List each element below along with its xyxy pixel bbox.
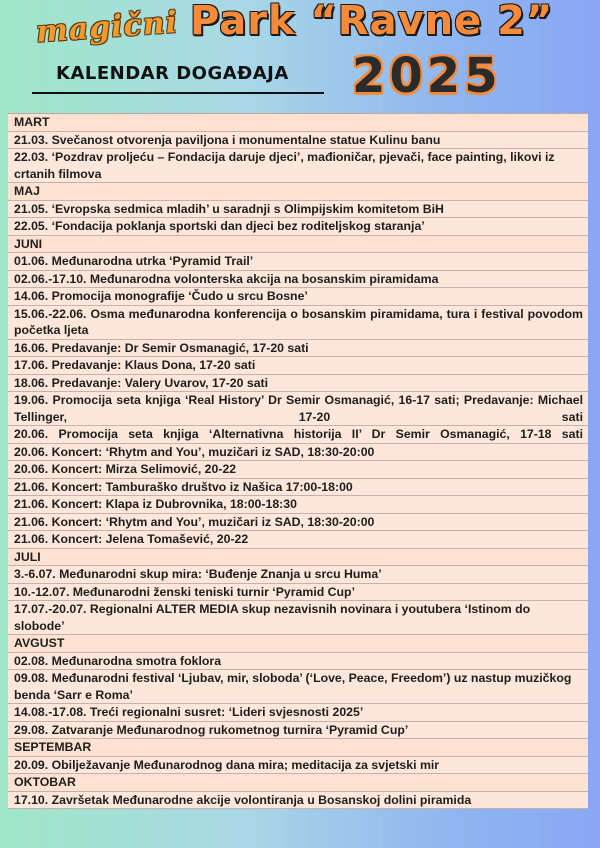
month-heading: JULI xyxy=(8,549,588,567)
event-row: 16.06. Predavanje: Dr Semir Osmanagić, 17-20 sati xyxy=(8,340,588,358)
month-heading: SEPTEMBAR xyxy=(8,739,588,757)
event-row: 14.06. Promocija monografije ‘Čudo u srcu Bosne’ xyxy=(8,288,588,306)
park-title: Park “Ravne 2” xyxy=(190,0,554,44)
magicni-script-title: magični xyxy=(34,5,180,50)
month-heading: MART xyxy=(8,114,588,132)
event-row: 19.06. Promocija seta knjiga ‘Real History’ Dr Semir Osmanagić, 16-17 sati; Predavanje: Michael Tellinger, 17-20 sati xyxy=(8,392,588,426)
event-row: 22.03. ‘Pozdrav proljeću – Fondacija daruje djeci’, mađioničar, pjevači, face painting, likovi iz crtanih filmova xyxy=(8,149,588,183)
month-heading: MAJ xyxy=(8,183,588,201)
year-title: 2025 xyxy=(352,48,502,104)
month-heading: OKTOBAR xyxy=(8,774,588,792)
events-table xyxy=(8,113,588,809)
event-row: 02.08. Međunarodna smotra foklora xyxy=(8,653,588,671)
event-row: 17.10. Završetak Međunarodne akcije volontiranja u Bosanskoj dolini piramida xyxy=(8,792,588,810)
event-row: 18.06. Predavanje: Valery Uvarov, 17-20 sati xyxy=(8,375,588,393)
event-row: 02.06.-17.10. Međunarodna volonterska akcija na bosanskim piramidama xyxy=(8,271,588,289)
calendar-subtitle: KALENDAR DOGAĐAJA xyxy=(56,63,289,84)
event-row: 14.08.-17.08. Treći regionalni susret: ‘Lideri svjesnosti 2025’ xyxy=(8,704,588,722)
event-row: 21.06. Koncert: Jelena Tomašević, 20-22 xyxy=(8,531,588,549)
month-heading: AVGUST xyxy=(8,635,588,653)
event-row: 20.09. Obilježavanje Međunarodnog dana mira; meditacija za svjetski mir xyxy=(8,757,588,775)
event-row: 21.06. Koncert: Tamburaško društvo iz Našica 17:00-18:00 xyxy=(8,479,588,497)
event-row: 21.05. ‘Evropska sedmica mladih’ u saradnji s Olimpijskim komitetom BiH xyxy=(8,201,588,219)
event-row: 21.06. Koncert: Klapa iz Dubrovnika, 18:00-18:30 xyxy=(8,496,588,514)
event-row: 09.08. Međunarodni festival ‘Ljubav, mir, sloboda’ (‘Love, Peace, Freedom’) uz nastup muzičkog benda ‘Sarr e Roma’ xyxy=(8,670,588,704)
month-heading: JUNI xyxy=(8,236,588,254)
event-row: 20.06. Promocija seta knjiga ‘Alternativna historija II’ Dr Semir Osmanagić, 17-18 sati xyxy=(8,426,588,444)
event-row: 17.07.-20.07. Regionalni ALTER MEDIA skup nezavisnih novinara i youtubera ‘Istinom do slobode’ xyxy=(8,601,588,635)
event-row: 21.06. Koncert: ‘Rhytm and You’, muzičari iz SAD, 18:30-20:00 xyxy=(8,514,588,532)
event-row: 20.06. Koncert: ‘Rhytm and You’, muzičari iz SAD, 18:30-20:00 xyxy=(8,444,588,462)
event-row: 10.-12.07. Međunarodni ženski teniski turnir ‘Pyramid Cup’ xyxy=(8,584,588,602)
event-row: 22.05. ‘Fondacija poklanja sportski dan djeci bez roditeljskog staranja’ xyxy=(8,218,588,236)
event-row: 15.06.-22.06. Osma međunarodna konferencija o bosanskim piramidama, tura i festival povodom početka ljeta xyxy=(8,306,588,340)
event-row: 01.06. Međunarodna utrka ‘Pyramid Trail’ xyxy=(8,253,588,271)
event-row: 29.08. Zatvaranje Međunarodnog rukometnog turnira ‘Pyramid Cup’ xyxy=(8,722,588,740)
event-row: 17.06. Predavanje: Klaus Dona, 17-20 sati xyxy=(8,357,588,375)
event-row: 21.03. Svečanost otvorenja paviljona i monumentalne statue Kulinu banu xyxy=(8,132,588,150)
subtitle-underline xyxy=(32,92,324,94)
event-row: 3.-6.07. Međunarodni skup mira: ‘Buđenje Znanja u srcu Huma’ xyxy=(8,566,588,584)
poster-header xyxy=(0,0,600,112)
event-row: 20.06. Koncert: Mirza Selimović, 20-22 xyxy=(8,461,588,479)
